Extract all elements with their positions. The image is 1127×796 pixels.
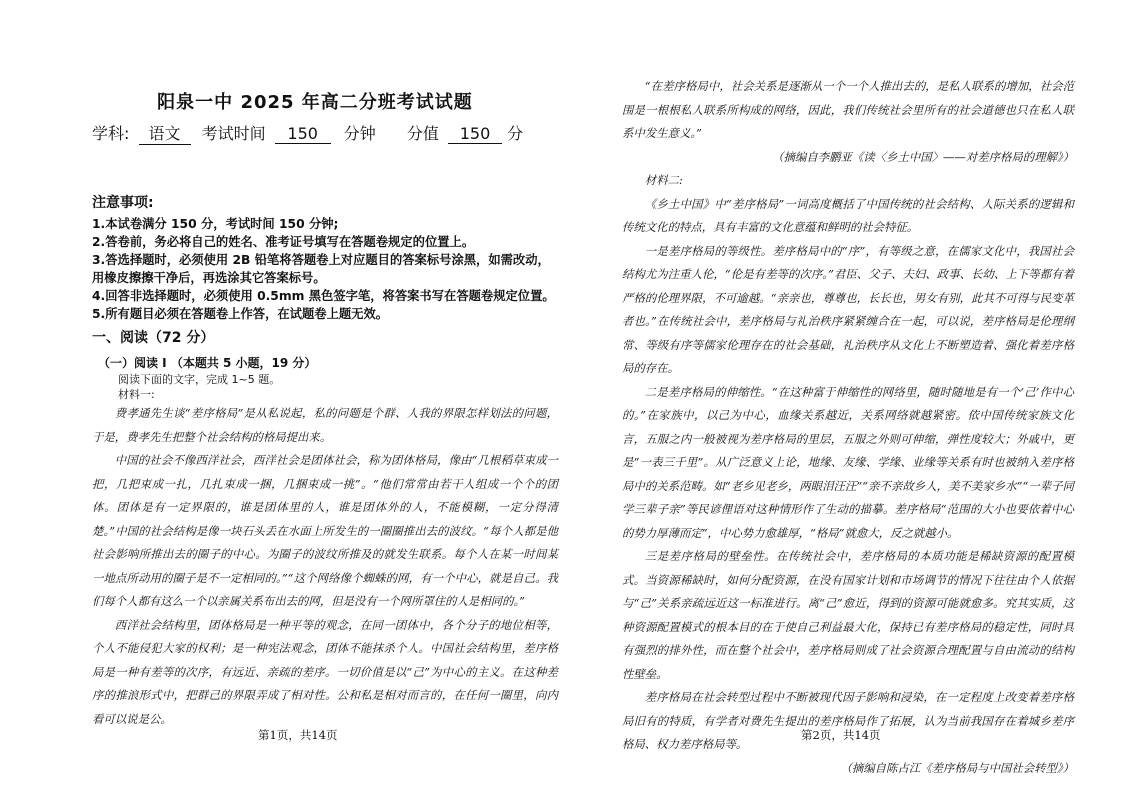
instruction-line: 阅读下面的文字，完成 1~5 题。 — [118, 373, 281, 386]
subject-label: 学科: — [92, 124, 130, 143]
paragraph: 《乡土中国》中“差序格局”一词高度概括了中国传统的社会结构、人际关系的逻辑和传统文化的特点，具有丰富的文化意蕴和鲜明的社会特征。 — [622, 196, 1074, 234]
paragraph: 西洋社会结构里，团体格局是一种平等的观念，在同一团体中，各个分子的地位相等，个人不能侵犯大家的权利；是一种宪法观念，团体不能抹杀个人。中国社会结构里，差序格局是一种有差等的次序，有远近、亲疏的差序。一切价值是以“己”为中心的主义。在这种差序的推浪形式中，把群己的界限弄成了相对性。公和私是相对而言的，在任何一圈里，向内看可以说是公。 — [92, 617, 558, 726]
material-label: 材料二: — [644, 173, 683, 187]
section-title: 一、阅读（72 分） — [92, 330, 215, 346]
notice-item: 4.回答非选择题时，必须使用 0.5mm 黑色签字笔，将答案书写在答题卷规定位置。 — [92, 289, 555, 303]
source-citation: （摘编自陈占江《差序格局与中国社会转型》） — [840, 760, 1074, 775]
paragraph: 费孝通先生谈“差序格局”是从私说起，私的问题是个群、人我的界限怎样划法的问题，于是，费孝先生把整个社会结构的格局提出来。 — [92, 406, 558, 444]
notice-list — [92, 215, 562, 323]
source-citation: （摘编自李鹏亚《读〈乡土中国〉——对差序格局的理解》） — [772, 149, 1074, 164]
paragraph: 二是差序格局的伸缩性。“在这种富于伸缩性的网络里，随时随地是有一个‘己’作中心的。”在家族中，以己为中心，血缘关系越近，关系网络就越紧密。依中国传统家族文化言，五服之内一般被视为差序格局的里层，五服之外则可伸缩，弹性度较大；外戚中，更是“一表三千里”。从广泛意义上论，地缘、友缘、学缘、业缘等关系有时也被纳入差序格局中的关系范畴。如“老乡见老乡，两眼泪汪汪”“亲不亲故乡人，美不美家乡水”“一辈子同学三辈子亲”等民谚俚语对这种情形作了生动的描摹。差序格局“范围的大小也要依着中心的势力厚薄而定”，中心势力愈雄厚，“格局”就愈大，反之就越小。 — [622, 384, 1074, 540]
subsection-title: （一）阅读 I （本题共 5 小题，19 分） — [98, 356, 317, 370]
notice-item: 1.本试卷满分 150 分，考试时间 150 分钟; — [92, 217, 339, 231]
notice-item: 3.答选择题时，必须使用 2B 铅笔将答题卷上对应题目的答案标号涂黑，如需改动， — [92, 253, 550, 267]
notice-item: 5.所有题目必须在答题卷上作答，在试题卷上题无效。 — [92, 307, 389, 321]
page-number: 第1页，共14页 — [258, 728, 338, 742]
score-value: 150 — [448, 124, 502, 144]
subject-row — [92, 121, 527, 145]
time-label: 考试时间 — [201, 124, 266, 143]
notice-item: 用橡皮擦擦干净后，再选涂其它答案标号。 — [92, 271, 326, 285]
material-label: 材料一: — [118, 388, 155, 401]
exam-page-right — [575, 0, 1127, 796]
instructions — [118, 372, 280, 402]
passage-left — [92, 402, 558, 731]
paragraph: “在差序格局中，社会关系是逐渐从一个一个人推出去的，是私人联系的增加，社会范围是一根根私人联系所构成的网络，因此，我们传统社会里所有的社会道德也只在私人联系中发生意义。” — [622, 79, 1074, 140]
time-unit: 分钟 — [343, 124, 376, 143]
passage-right — [622, 75, 1074, 780]
time-value: 150 — [275, 124, 331, 144]
paragraph: 一是差序格局的等级性。差序格局中的“序”，有等级之意，在儒家文化中，我国社会结构尤为注重人伦，“伦是有差等的次序。”君臣、父子、夫妇、政事、长幼、上下等都有着严格的伦理界限，不可逾越。“亲亲也，尊尊也，长长也，男女有别，此其不可得与民变革者也。”在传统社会中，差序格局与礼治秩序紧紧缠合在一起，可以说，差序格局是伦理纲常、等级有序等儒家伦理存在的社会基础，礼治秩序从文化上不断塑造着、强化着差序格局的存在。 — [622, 243, 1074, 375]
paragraph: 差序格局在社会转型过程中不断被现代因子影响和浸染，在一定程度上改变着差序格局旧有的特质，有学者对费先生提出的差序格局作了拓展，认为当前我国存在着城乡差序格局、权力差序格局等。 — [622, 690, 1074, 751]
notice-title: 注意事项: — [92, 195, 154, 211]
paragraph: 三是差序格局的壁垒性。在传统社会中，差序格局的本质功能是稀缺资源的配置模式。当资源稀缺时，如何分配资源，在没有国家计划和市场调节的情况下往往由个人依据与“己”关系亲疏远近这一标准进行。离“己”愈近，得到的资源可能就愈多。究其实质，这种资源配置模式的根本目的在于使自己利益最大化，保持已有差序格局的稳定性，同时具有强烈的排外性，而在整个社会中，差序格局则成了社会资源合理配置与自由流动的结构性壁垒。 — [622, 549, 1074, 681]
subject-value: 语文 — [139, 121, 191, 145]
score-unit: 分 — [507, 124, 524, 143]
page-number: 第2页，共14页 — [801, 728, 881, 742]
exam-title: 阳泉一中 2025 年高二分班考试试题 — [157, 92, 473, 113]
paragraph: 中国的社会不像西洋社会，西洋社会是团体社会，称为团体格局，像由“几根稻草束成一把，几把束成一扎，几扎束成一捆，几捆束成一挑”。“他们常常由若干人组成一个个的团体。团体是有一定界限的，谁是团体里的人，谁是团体外的人，不能模糊，一定分得清楚。”中国的社会结构是像一块石头丢在水面上所发生的一圈圈推出去的波纹。“每个人都是他社会影响所推出去的圈子的中心。为圈子的波纹所推及的就发生联系。每个人在某一时间某一地点所动用的圈子是不一定相同的。”“这个网络像个蜘蛛的网，有一个中心，就是自己。我们每个人都有这么一个以亲属关系布出去的网，但是没有一个网所罩住的人是相同的。” — [92, 453, 558, 608]
score-label: 分值 — [406, 124, 439, 143]
notice-item: 2.答卷前，务必将自己的姓名、准考证号填写在答题卷规定的位置上。 — [92, 235, 475, 249]
